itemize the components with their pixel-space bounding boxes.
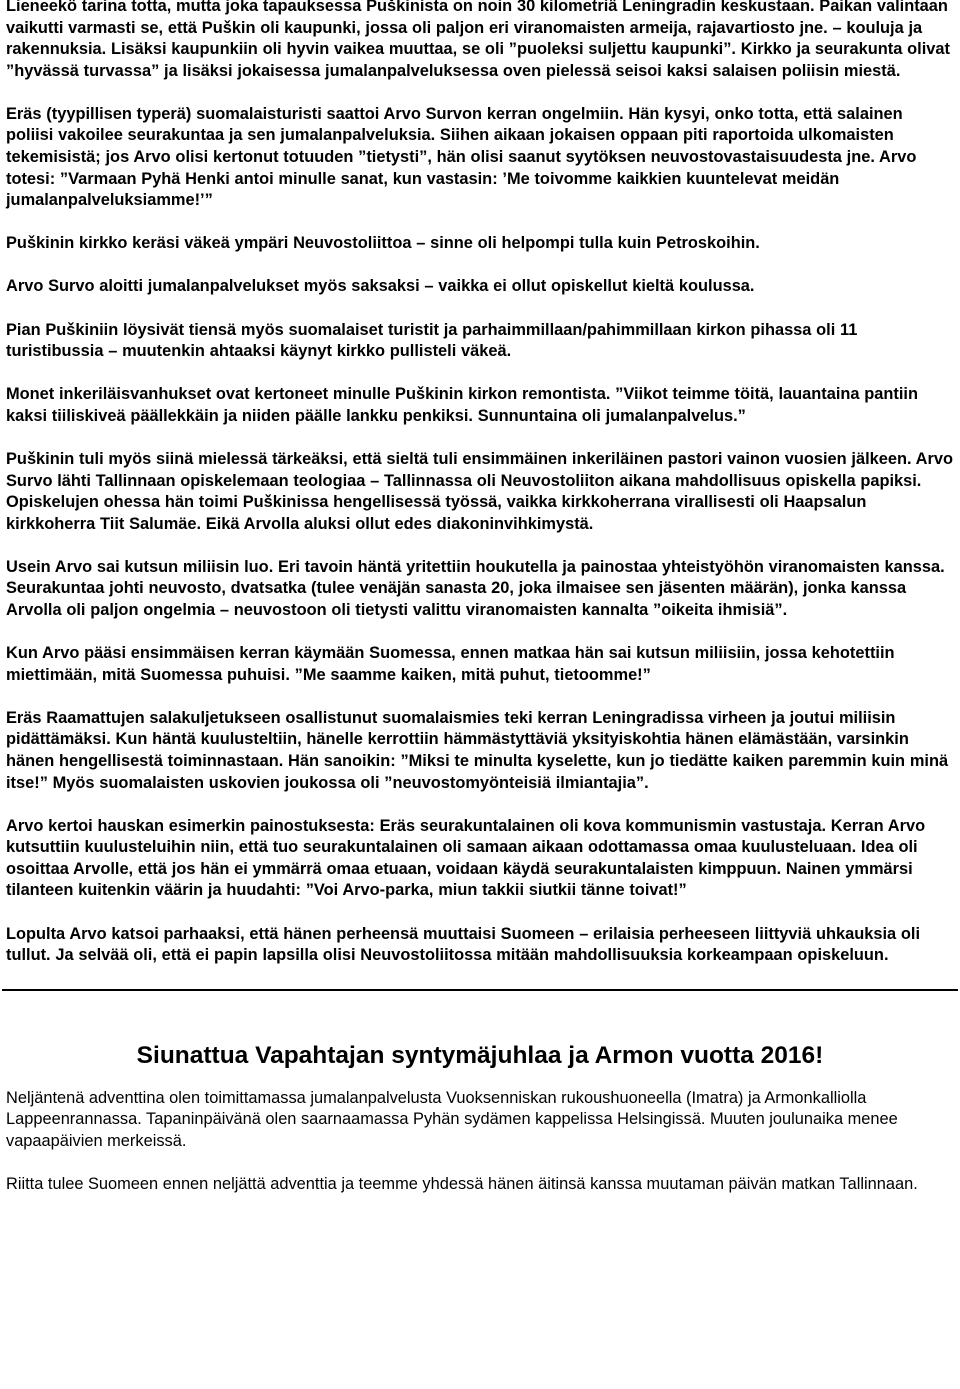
- body-paragraph: Arvo kertoi hauskan esimerkin painostuksesta: Eräs seurakuntalainen oli kova kommunismin vastustaja. Kerran Arvo kutsuttiin kuulusteluihin niin, että tuo seurakuntalainen oli samaan aikaan odottamassa omaa kuulusteluaan. Idea oli osoittaa Arvolle, että jos hän ei ymmärrä omaa etuaan, voidaan käydä seurakuntalaisten kimppuun. Nainen ymmärsi tilanteen kuitenkin väärin ja huudahti: ”Voi Arvo-parka, miun takkii siutkii tänne toivat!”: [6, 816, 926, 900]
- body-paragraph: Kun Arvo pääsi ensimmäisen kerran käymään Suomessa, ennen matkaa hän sai kutsun miliisiin, jossa kehotettiin miettimään, mitä Suomessa puhuisi. ”Me saamme kaiken, mitä puhut, tietoomme!”: [6, 644, 895, 684]
- body-paragraph: Arvo Survo aloitti jumalanpalvelukset myös saksaksi – vaikka ei ollut opiskellut kieltä koulussa.: [6, 277, 755, 296]
- body-paragraph: Monet inkeriläisvanhukset ovat kertoneet minulle Puškinin kirkon remontista. ”Viikot teimme töitä, lauantaina pantiin kaksi tiiliskiveä päällekkäin ja niiden päälle lankku penkiksi. Sunnuntaina oli jumalanpalvelus.”: [6, 385, 918, 425]
- section-divider: [2, 989, 958, 991]
- body-paragraph: Eräs (tyypillisen typerä) suomalaisturisti saattoi Arvo Survon kerran ongelmiin. Hän kysyi, onko totta, että salainen poliisi vakoilee seurakuntaa ja sen jumalanpalveluksia. Siihen aikaan jokaisen oppaan piti raportoida ulkomaisten tekemisistä; jos Arvo olisi kertonut totuuden ”tietysti”, hän olisi saanut syytöksen neuvostovastaisuudesta jne. Arvo totesi: ”Varmaan Pyhä Henki antoi minulle sanat, kun vastasin: ’Me toivomme kaikkien kuuntelevat meidän jumalanpalveluksiamme!’”: [6, 104, 917, 210]
- body-paragraph: Pian Puškiniin löysivät tiensä myös suomalaiset turistit ja parhaimmillaan/pahimmillaan kirkon pihassa oli 11 turistibussia – muutenkin ahtaaksi käynyt kirkko pullisteli väkeä.: [6, 320, 858, 361]
- body-paragraph: Puškinin kirkko keräsi väkeä ympäri Neuvostoliittoa – sinne oli helpompi tulla kuin Petroskoihin.: [6, 234, 760, 253]
- body-paragraph: Lopulta Arvo katsoi parhaaksi, että hänen perheensä muuttaisi Suomeen – erilaisia perheeseen liittyviä uhkauksia oli tullut. Ja selvää oli, että ei papin lapsilla olisi Neuvostoliitossa mitään mahdollisuuksia korkeampaan opiskeluun.: [6, 924, 921, 965]
- body-paragraph: Lieneekö tarina totta, mutta joka tapauksessa Puškinista on noin 30 kilometriä Leningradin keskustaan. Paikan valintaan vaikutti varmasti se, että Puškin oli kaupunki, jossa oli paljon eri viranomaisten armeija, rajavartiosto jne. – kouluja ja rakennuksia. Lisäksi kaupunkiin oli hyvin vaikea muuttaa, se oli ”puoleksi suljettu kaupunki”. Kirkko ja seurakunta olivat ”hyvässä turvassa” ja lisäksi jokaisessa jumalanpalveluksessa oven pielessä seisoi kaksi salaisen poliisin miestä.: [6, 0, 950, 80]
- body-paragraph: Usein Arvo sai kutsun miliisin luo. Eri tavoin häntä yritettiin houkutella ja painostaa yhteistyöhön viranomaisten kanssa. Seurakuntaa johti neuvosto, dvatsatka (tulee venäjän sanasta 20, joka ilmaisee sen jäsenten määrän), jonka kanssa Arvolla oli paljon ongelmia – neuvostoon oli tietysti valittu viranomaisten kannalta ”oikeita ihmisiä”.: [6, 557, 945, 619]
- closing-paragraph: Neljäntenä adventtina olen toimittamassa jumalanpalvelusta Vuoksenniskan rukoushuoneella (Imatra) ja Armonkalliolla Lappeenrannassa. Tapaninpäivänä olen saarnaamassa Pyhän sydämen kappelissa Helsingissä. Muuten joulunaika menee vapaapäivien merkeissä.: [6, 1088, 898, 1150]
- greeting-headline: Siunattua Vapahtajan syntymäjuhlaa ja Armon vuotta 2016!: [136, 1041, 824, 1069]
- body-paragraph: Puškinin tuli myös siinä mielessä tärkeäksi, että sieltä tuli ensimmäinen inkeriläinen pastori vainon vuosien jälkeen. Arvo Survo lähti Tallinnaan opiskelemaan teologiaa – Tallinnassa oli Neuvostoliiton aikana mahdollisuus opiskella papiksi. Opiskelujen ohessa hän toimi Puškinissa hengellisessä työssä, vaikka kirkkoherrana virallisesti oli Haapsalun kirkkoherra Tiit Salumäe. Eikä Arvolla aluksi ollut edes diakoninvihkimystä.: [6, 449, 954, 533]
- closing-paragraph: Riitta tulee Suomeen ennen neljättä adventtia ja teemme yhdessä hänen äitinsä kanssa muutaman päivän matkan Tallinnaan.: [6, 1174, 918, 1193]
- body-paragraph: Eräs Raamattujen salakuljetukseen osallistunut suomalaismies teki kerran Leningradissa virheen ja joutui miliisin pidättämäksi. Kun häntä kuulusteltiin, hänelle kerrottiin hämmästyttäviä yksityiskohtia hänen elämästään, varsinkin hänen hengellisestä toiminnastaan. Hän sanoikin: ”Miksi te minulta kyselette, kun jo tiedätte kaiken paremmin kuin minä itse!” Myös suomalaisten uskovien joukossa oli ”neuvostomyönteisiä ilmiantajia”.: [6, 708, 949, 792]
